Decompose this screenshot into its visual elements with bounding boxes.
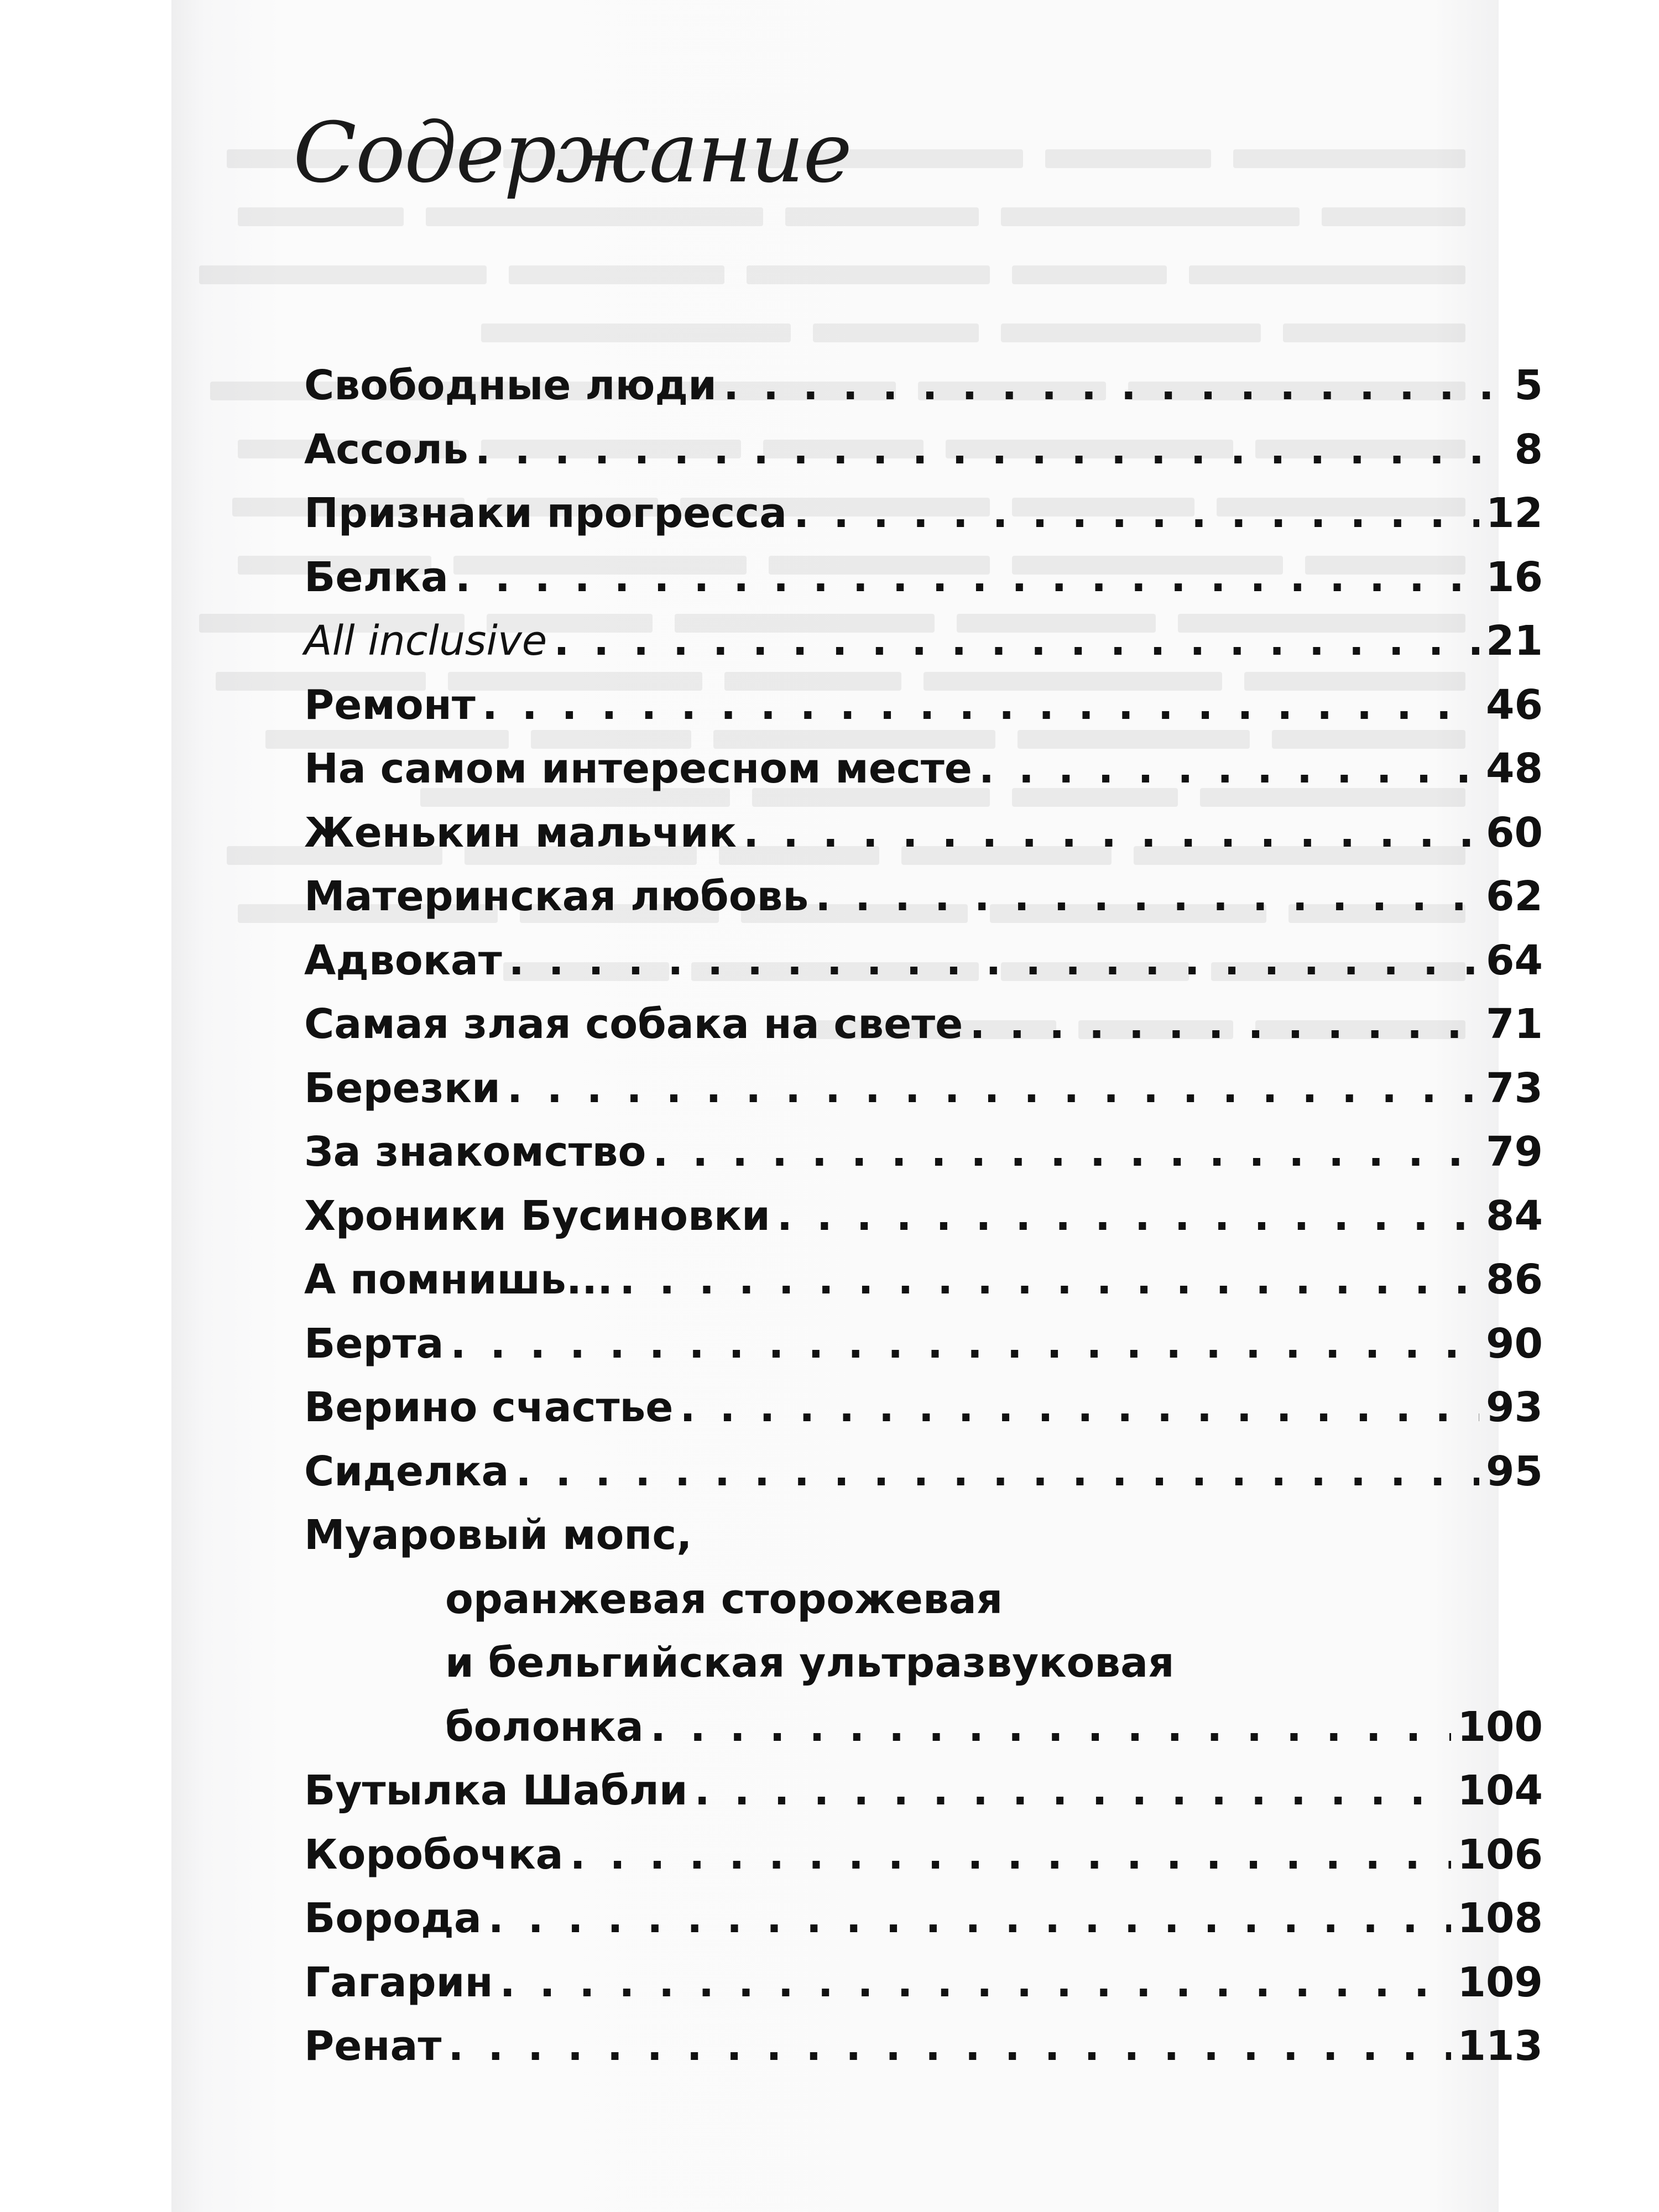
- toc-entry-title: Сиделка: [304, 1447, 509, 1495]
- toc-entry-title: Ремонт: [304, 681, 476, 729]
- toc-entry: [304, 2015, 1543, 2079]
- toc-page-number: 48: [1486, 745, 1543, 792]
- toc-dot-leader: [743, 801, 1479, 865]
- toc-entry: [304, 1887, 1543, 1951]
- toc-dot-leader: [450, 1312, 1479, 1376]
- toc-page-number: 104: [1457, 1767, 1543, 1814]
- toc-dot-leader: [554, 609, 1479, 674]
- toc-entry: [304, 1440, 1543, 1504]
- toc-dot-leader: [777, 1185, 1479, 1249]
- toc-entry-title: All inclusive: [304, 617, 547, 665]
- toc-entry: [304, 418, 1543, 482]
- toc-entry-title: Бутылка Шабли: [304, 1767, 688, 1814]
- toc-page-number: 108: [1457, 1895, 1543, 1942]
- toc-entry: [304, 1185, 1543, 1249]
- toc-page-number: 71: [1486, 1000, 1543, 1048]
- toc-entry-title: Борода: [304, 1895, 482, 1942]
- toc-entry: [304, 1695, 1543, 1760]
- toc-entry-title: Ренат: [304, 2022, 442, 2070]
- toc-entry: [304, 354, 1543, 418]
- toc-entry: [304, 1376, 1543, 1440]
- toc-dot-leader: [455, 546, 1479, 610]
- toc-dot-leader: [509, 929, 1479, 993]
- toc-entry: [304, 1951, 1543, 2015]
- table-of-contents: [304, 354, 1543, 2079]
- toc-entry-title: Верино счастье: [304, 1384, 674, 1431]
- toc-page-number: 16: [1486, 553, 1543, 601]
- toc-entry: [304, 1823, 1543, 1887]
- toc-dot-leader: [979, 737, 1479, 801]
- toc-entry: [304, 1312, 1543, 1376]
- toc-dot-leader: [650, 1695, 1451, 1760]
- toc-page-number: 21: [1486, 617, 1543, 665]
- toc-page-number: 106: [1457, 1830, 1543, 1879]
- toc-entry: [304, 865, 1543, 929]
- toc-page-number: 73: [1486, 1064, 1543, 1112]
- toc-entry: [304, 546, 1543, 610]
- toc-entry: [304, 674, 1543, 738]
- toc-page-number: 100: [1457, 1703, 1543, 1751]
- toc-dot-leader: [515, 1440, 1479, 1504]
- toc-entry-title: Адвокат: [304, 936, 502, 984]
- toc-dot-leader: [500, 1951, 1451, 2015]
- toc-page-number: 113: [1457, 2022, 1543, 2070]
- toc-heading: Содержание: [293, 105, 852, 201]
- toc-page-number: 12: [1486, 489, 1543, 537]
- toc-entry-title: Берта: [304, 1319, 444, 1368]
- toc-dot-leader: [695, 1759, 1451, 1823]
- toc-dot-leader: [570, 1823, 1451, 1887]
- toc-entry-title: За знакомство: [304, 1128, 646, 1176]
- toc-entry-title: Ассоль: [304, 425, 468, 473]
- toc-entry: [304, 609, 1543, 674]
- toc-page-number: 8: [1514, 425, 1543, 473]
- toc-entry: [304, 1568, 1543, 1632]
- toc-dot-leader: [723, 354, 1503, 418]
- toc-entry: [304, 1248, 1543, 1312]
- toc-entry-title: На самом интересном месте: [304, 745, 972, 792]
- toc-page-number: 62: [1486, 873, 1543, 920]
- toc-entry: [304, 1057, 1543, 1121]
- toc-dot-leader: [488, 1887, 1451, 1951]
- toc-entry-title: Свободные люди: [304, 362, 717, 409]
- toc-entry-title: Женькин мальчик: [304, 808, 737, 857]
- toc-page-number: 60: [1486, 808, 1543, 857]
- toc-entry-title: Гагарин: [304, 1958, 493, 2006]
- toc-entry-title: Материнская любовь: [304, 873, 809, 920]
- toc-entry-title: оранжевая сторожевая: [445, 1575, 1003, 1623]
- toc-entry-title: Хроники Бусиновки: [304, 1192, 770, 1240]
- toc-dot-leader: [619, 1248, 1479, 1312]
- toc-entry-title: Муаровый мопс,: [304, 1511, 692, 1559]
- toc-entry-title: Коробочка: [304, 1830, 564, 1879]
- toc-page-number: 46: [1486, 681, 1543, 729]
- toc-entry-title: и бельгийская ультразвуковая: [445, 1639, 1175, 1687]
- toc-dot-leader: [653, 1120, 1479, 1185]
- toc-entry-title: А помнишь...: [304, 1256, 613, 1303]
- toc-page-number: 93: [1486, 1384, 1543, 1431]
- toc-entry-title: болонка: [445, 1703, 644, 1751]
- toc-dot-leader: [475, 418, 1503, 482]
- toc-page-number: 90: [1486, 1319, 1543, 1368]
- toc-entry-title: Признаки прогресса: [304, 489, 787, 537]
- toc-entry: [304, 1120, 1543, 1185]
- toc-dot-leader: [815, 865, 1479, 929]
- toc-entry-title: Березки: [304, 1064, 500, 1112]
- toc-entry: [304, 737, 1543, 801]
- toc-entry-title: Самая злая собака на свете: [304, 1000, 963, 1048]
- toc-page-number: 84: [1486, 1192, 1543, 1240]
- toc-entry: [304, 482, 1543, 546]
- toc-entry: [304, 801, 1543, 865]
- toc-page-number: 109: [1457, 1958, 1543, 2006]
- toc-dot-leader: [507, 1057, 1479, 1121]
- toc-dot-leader: [680, 1376, 1479, 1440]
- toc-page-number: 86: [1486, 1256, 1543, 1303]
- toc-entry: [304, 1504, 1543, 1568]
- toc-dot-leader: [448, 2015, 1451, 2079]
- toc-entry: [304, 993, 1543, 1057]
- toc-dot-leader: [482, 674, 1479, 738]
- toc-page-number: 5: [1514, 362, 1543, 409]
- toc-dot-leader: [794, 482, 1479, 546]
- toc-entry: [304, 1631, 1543, 1695]
- toc-page-number: 64: [1486, 936, 1543, 984]
- toc-dot-leader: [969, 993, 1479, 1057]
- toc-entry: [304, 929, 1543, 993]
- toc-page-number: 95: [1486, 1447, 1543, 1495]
- toc-page-number: 79: [1486, 1128, 1543, 1176]
- toc-entry: [304, 1759, 1543, 1823]
- toc-entry-title: Белка: [304, 553, 448, 601]
- paper-sheet: [171, 0, 1543, 2212]
